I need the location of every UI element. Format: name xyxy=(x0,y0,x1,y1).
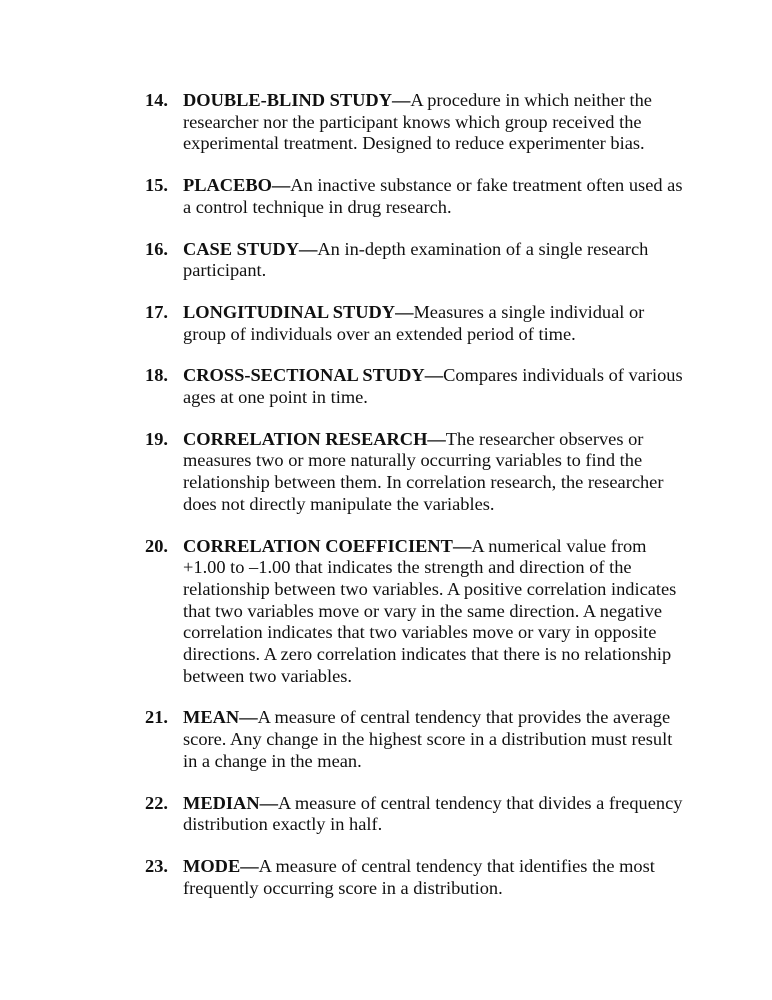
glossary-entry xyxy=(145,90,685,155)
entry-term: MODE xyxy=(183,855,241,876)
entry-number: 19. xyxy=(145,428,168,449)
entry-separator: — xyxy=(299,238,318,259)
glossary-entry xyxy=(145,856,685,899)
entry-separator: — xyxy=(271,175,291,196)
entry-definition: An in-depth examination of a single research participant. xyxy=(183,238,649,281)
glossary-list xyxy=(145,90,685,919)
entry-separator: — xyxy=(391,90,411,110)
entry-term: CORRELATION COEFFICIENT xyxy=(183,535,453,556)
glossary-entry xyxy=(145,302,685,345)
entry-term: PLACEBO xyxy=(183,175,272,196)
entry-definition: Compares individuals of various ages at one point in time. xyxy=(183,365,683,408)
entry-number: 16. xyxy=(145,238,168,259)
entry-number: 14. xyxy=(145,90,168,110)
entry-separator: — xyxy=(240,855,259,876)
entry-term: MEDIAN xyxy=(183,792,260,813)
entry-separator: — xyxy=(239,707,258,728)
glossary-entry xyxy=(145,707,685,772)
entry-definition: A measure of central tendency that divides a frequency distribution exactly in half. xyxy=(183,792,683,835)
entry-definition: An inactive substance or fake treatment often used as a control technique in drug research. xyxy=(183,175,683,217)
entry-term: CORRELATION RESEARCH xyxy=(183,428,428,449)
glossary-entry xyxy=(145,365,685,408)
entry-definition: A procedure in which neither the researcher nor the participant knows which group received the experimental treatment. Designed to reduce experimenter bias. xyxy=(183,90,652,154)
glossary-entry xyxy=(145,175,685,218)
entry-number: 22. xyxy=(145,792,168,813)
glossary-entry xyxy=(145,793,685,836)
entry-separator: — xyxy=(395,301,414,322)
entry-term: MEAN xyxy=(183,707,240,728)
entry-separator: — xyxy=(427,428,446,449)
entry-definition: The researcher observes or measures two or more naturally occurring variables to find the relationship between them. In correlation research, the researcher does not directly manipulate the variables. xyxy=(183,428,664,514)
glossary-entry xyxy=(145,429,685,516)
entry-definition: A measure of central tendency that provides the average score. Any change in the highest score in a distribution must result in a change in the mean. xyxy=(183,707,673,771)
entry-term: DOUBLE-BLIND STUDY xyxy=(183,90,392,110)
entry-number: 23. xyxy=(145,855,168,876)
entry-definition: A numerical value from +1.00 to –1.00 that indicates the strength and direction of the relationship between two variables. A positive correlation indicates that two variables move or vary in the same direction. A negative correlation indicates that two variables move or vary in opposite directions. A zero correlation indicates that there is no relationship between two variables. xyxy=(183,535,677,686)
entry-term: CASE STUDY xyxy=(183,238,299,259)
entry-number: 21. xyxy=(145,707,168,728)
entry-separator: — xyxy=(452,535,472,556)
entry-definition: A measure of central tendency that identifies the most frequently occurring score in a distribution. xyxy=(183,855,655,898)
entry-number: 20. xyxy=(145,535,168,556)
entry-separator: — xyxy=(259,792,279,813)
entry-definition: Measures a single individual or group of individuals over an extended period of time. xyxy=(183,301,645,344)
entry-term: LONGITUDINAL STUDY xyxy=(183,301,396,322)
entry-separator: — xyxy=(424,365,444,386)
entry-number: 17. xyxy=(145,301,168,322)
entry-term: CROSS-SECTIONAL STUDY xyxy=(183,365,425,386)
glossary-entry xyxy=(145,239,685,282)
glossary-entry xyxy=(145,536,685,688)
entry-number: 18. xyxy=(145,365,168,386)
entry-number: 15. xyxy=(145,175,168,196)
